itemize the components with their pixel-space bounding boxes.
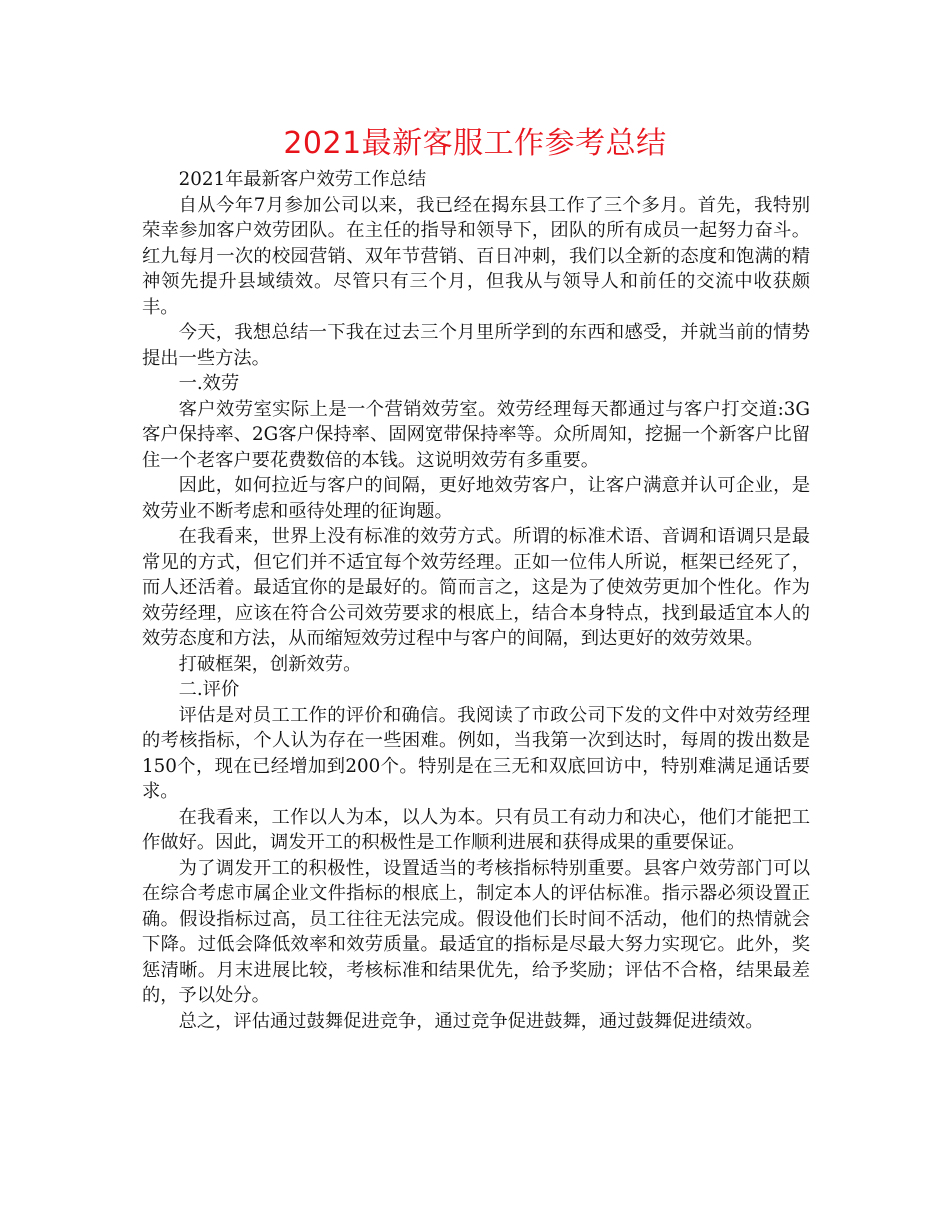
section-heading-service: 一.效劳 (178, 373, 240, 394)
paragraph: 为了调发开工的积极性，设置适当的考核指标特别重要。县客户效劳部门可以在综合考虑市属企业文件指标的根底上，制定本人的评估标准。指示器必须设置正确。假设指标过高，员工往往无法完成。假设他们长时间不活动，他们的热情就会下降。过低会降低效率和效劳质量。最适宜的指标是尽最大努力实现它。此外，奖惩清晰。月末进展比较，考核标准和结果优先，给予奖励；评估不合格，结果最差的，予以处分。 (142, 857, 810, 1006)
paragraph: 因此，如何拉近与客户的间隔，更好地效劳客户，让客户满意并认可企业，是效劳业不断考虑和亟待处理的征询题。 (142, 475, 810, 522)
paragraph: 总之，评估通过鼓舞促进竞争，通过竞争促进鼓舞，通过鼓舞促进绩效。 (178, 1010, 764, 1032)
paragraph: 在我看来，工作以人为本，以人为本。只有员工有动力和决心，他们才能把工作做好。因此，调发开工的积极性是工作顺利进展和获得成果的重要保证。 (142, 806, 810, 853)
paragraph: 自从今年7月参加公司以来，我已经在揭东县工作了三个多月。首先，我特别荣幸参加客户效劳团队。在主任的指导和领导下，团队的所有成员一起努力奋斗。红九每月一次的校园营销、双年节营销、百日冲刺，我们以全新的态度和饱满的精神领先提升县域绩效。尽管只有三个月，但我从与领导人和前任的交流中收获颇丰。 (142, 194, 810, 318)
paragraph: 评估是对员工工作的评价和确信。我阅读了市政公司下发的文件中对效劳经理的考核指标，个人认为存在一些困难。例如，当我第一次到达时，每周的拨出数是150个，现在已经增加到200个。特别是在三无和双底回访中，特别难满足通话要求。 (142, 704, 810, 802)
paragraph: 今天，我想总结一下我在过去三个月里所学到的东西和感受，并就当前的情势提出一些方法。 (142, 322, 810, 369)
paragraph-subtitle: 2021年最新客户效劳工作总结 (178, 169, 427, 190)
paragraph: 客户效劳室实际上是一个营销效劳室。效劳经理每天都通过与客户打交道:3G客户保持率、2G客户保持率、固网宽带保持率等。众所周知，挖掘一个新客户比留住一个老客户要花费数倍的本钱。这说明效劳有多重要。 (142, 398, 810, 471)
document-title: 2021最新客服工作参考总结 (283, 126, 667, 161)
document-body (142, 167, 810, 1034)
paragraph: 在我看来，世界上没有标准的效劳方式。所谓的标准术语、音调和语调只是最常见的方式，但它们并不适宜每个效劳经理。正如一位伟人所说，框架已经死了，而人还活着。最适宜你的是最好的。简而言之，这是为了使效劳更加个性化。作为效劳经理，应该在符合公司效劳要求的根底上，结合本身特点，找到最适宜本人的效劳态度和方法，从而缩短效劳过程中与客户的间隔，到达更好的效劳效果。 (142, 526, 810, 649)
paragraph: 打破框架，创新效劳。 (178, 653, 362, 675)
section-heading-evaluation: 二.评价 (178, 679, 240, 700)
